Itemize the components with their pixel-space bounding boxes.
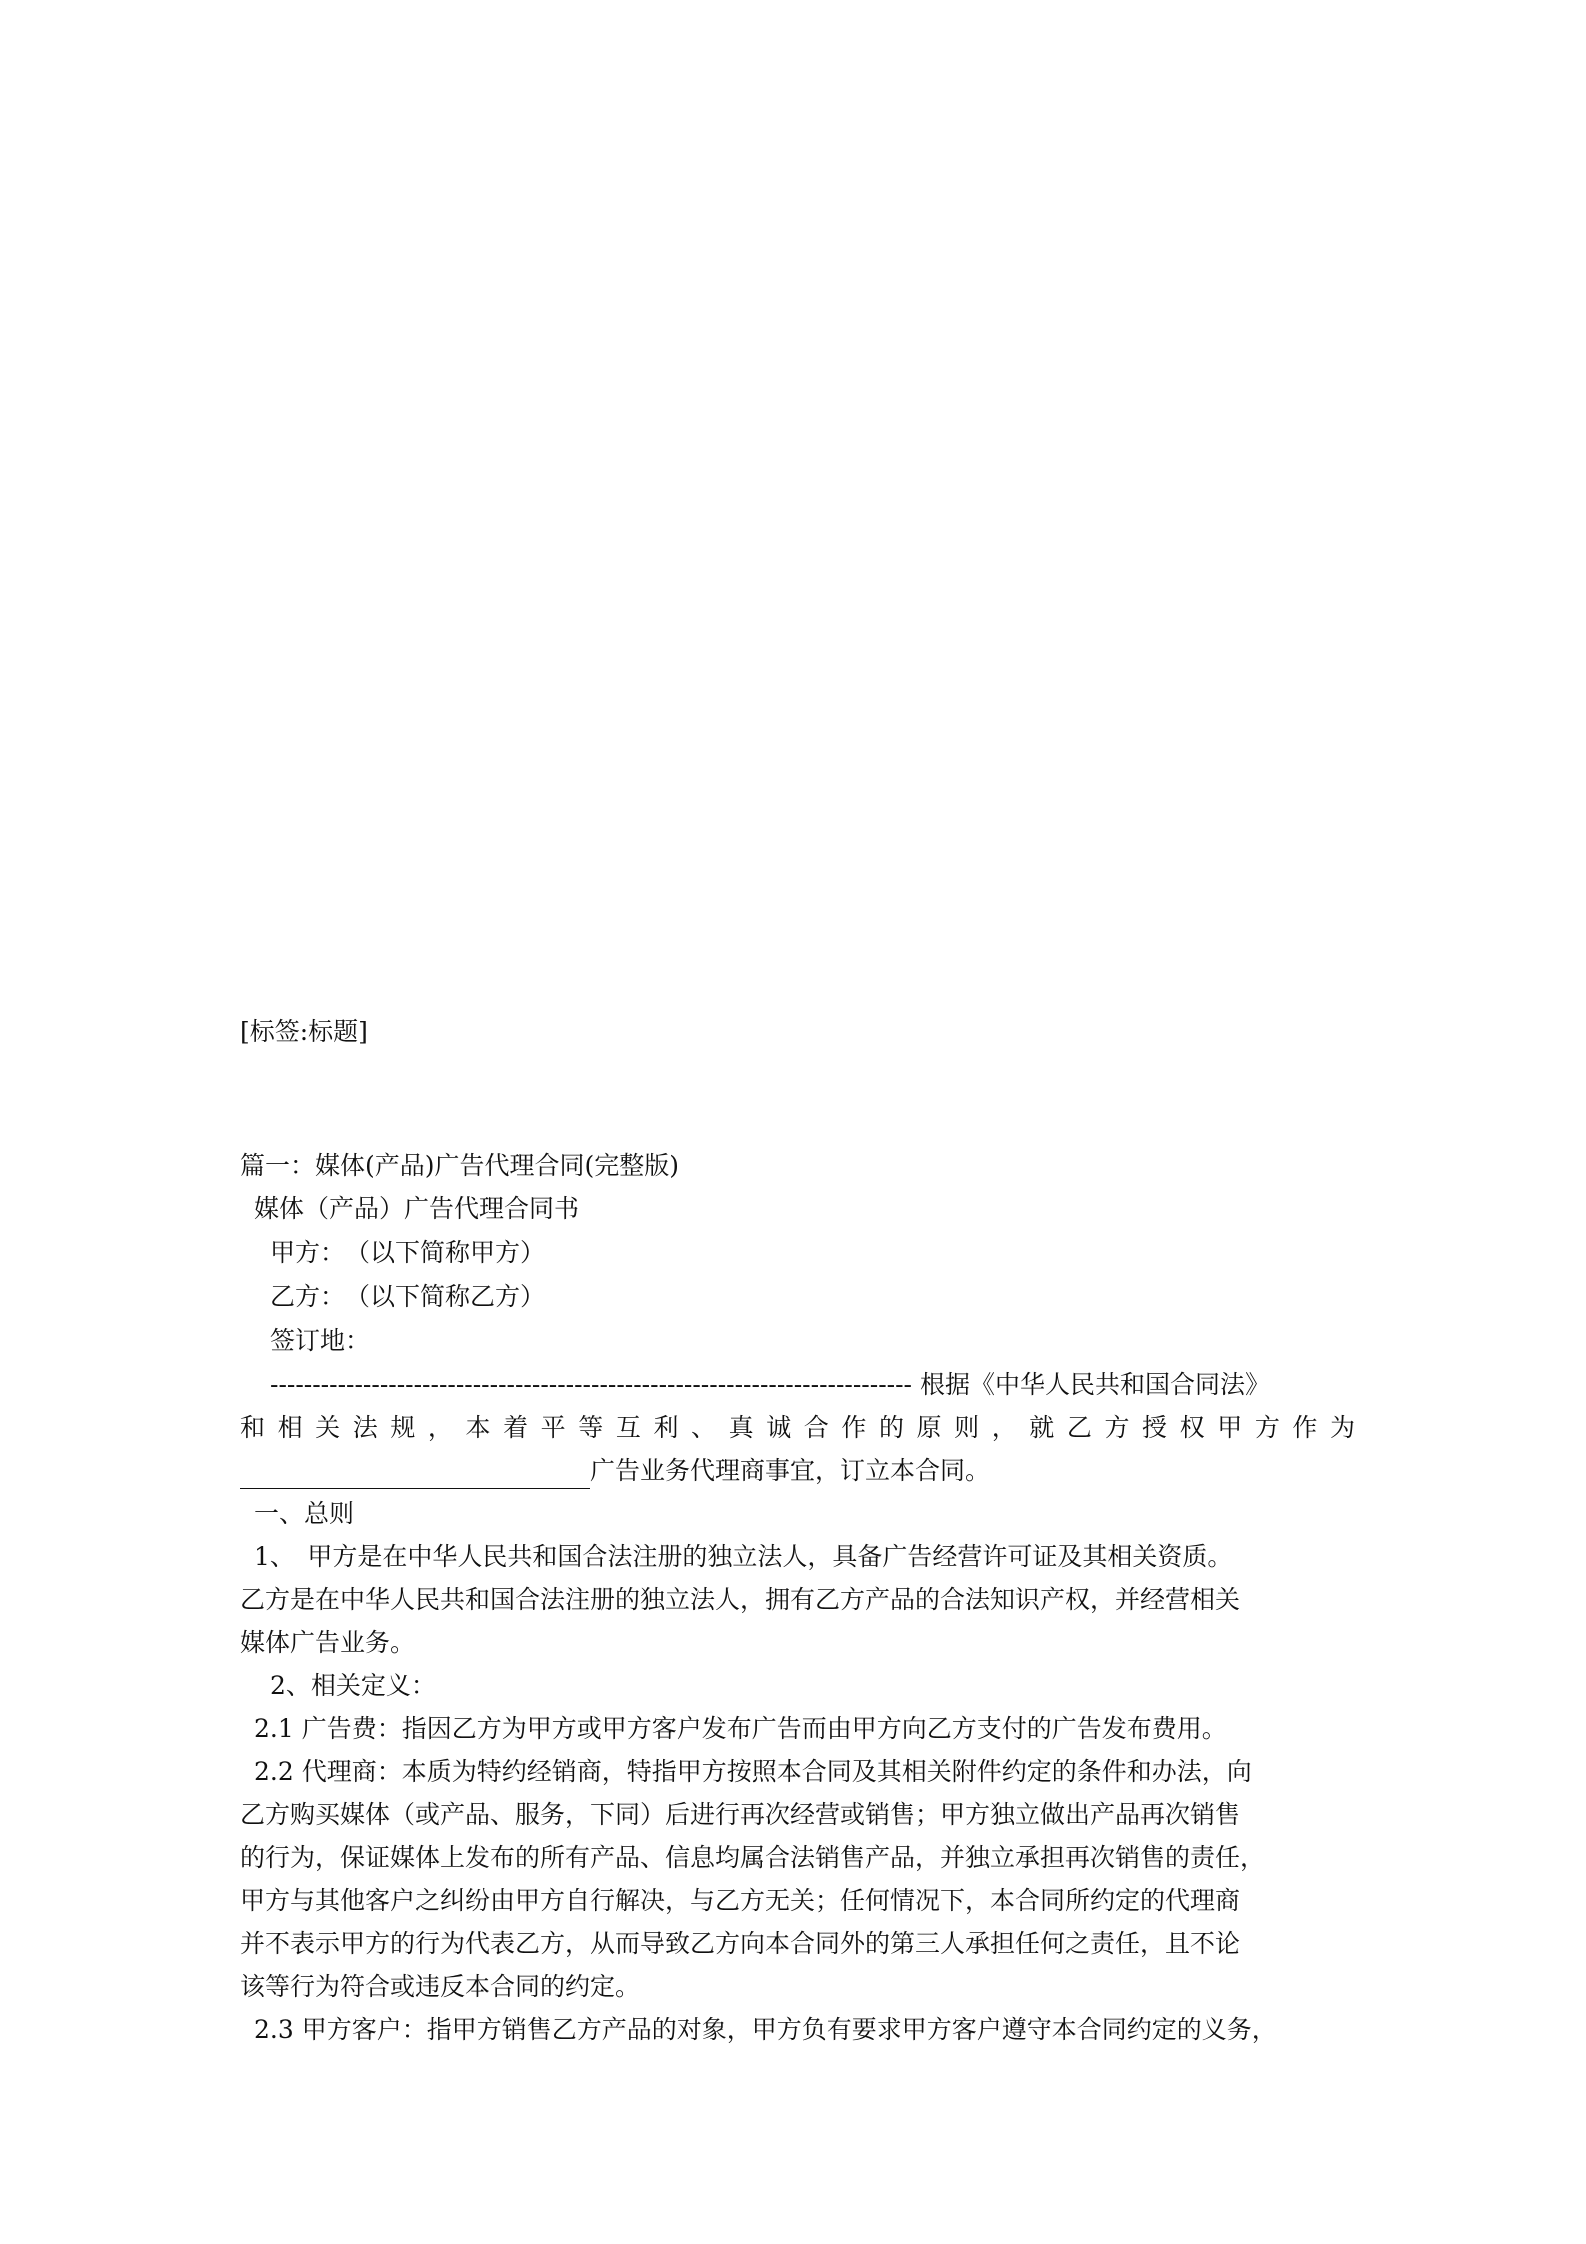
- preamble-text-3: 广告业务代理商事宜，订立本合同。: [590, 1456, 991, 1485]
- clause-2-2-line-3: 的行为，保证媒体上发布的所有产品、信息均属合法销售产品，并独立承担再次销售的责任，: [240, 1843, 1266, 1872]
- party-a: 甲方： （以下简称甲方）: [270, 1238, 546, 1267]
- clause-2-2-line-6: 该等行为符合或违反本合同的约定。: [240, 1972, 641, 2001]
- clause-2-1: 2.1 广告费：指因乙方为甲方或甲方客户发布广告而由甲方向乙方支付的广告发布费用。: [254, 1714, 1227, 1743]
- fill-in-blank: [240, 1462, 590, 1489]
- clause-2-2-line-2: 乙方购买媒体（或产品、服务，下同）后进行再次经营或销售；甲方独立做出产品再次销售: [240, 1800, 1241, 1829]
- signing-place: 签订地：: [270, 1326, 371, 1355]
- preamble-text-1: 根据《中华人民共和国合同法》: [919, 1370, 1270, 1399]
- clause-2-3-line-1: 2.3 甲方客户：指甲方销售乙方产品的对象，甲方负有要求甲方客户遵守本合同约定的义务，: [254, 2015, 1277, 2044]
- preamble-line-3: [240, 1453, 990, 1489]
- clause-1-line-2: 乙方是在中华人民共和国合法注册的独立法人，拥有乙方产品的合法知识产权，并经营相关: [240, 1585, 1241, 1614]
- tag-line: [标签:标题]: [240, 1017, 368, 1046]
- clause-2-title: 2、相关定义：: [270, 1671, 436, 1700]
- clause-1-line-1: 1、 甲方是在中华人民共和国合法注册的独立法人，具备广告经营许可证及其相关资质。: [254, 1542, 1233, 1571]
- clause-2-2-line-1: 2.2 代理商：本质为特约经销商，特指甲方按照本合同及其相关附件约定的条件和办法，向: [254, 1757, 1252, 1786]
- preamble-line-1: [270, 1367, 1270, 1403]
- clause-2-2-line-4: 甲方与其他客户之纠纷由甲方自行解决，与乙方无关；任何情况下，本合同所约定的代理商: [240, 1886, 1241, 1915]
- section-general: 一、总则: [254, 1499, 355, 1528]
- clause-1-line-3: 媒体广告业务。: [240, 1628, 416, 1657]
- clause-2-2-line-5: 并不表示甲方的行为代表乙方，从而导致乙方向本合同外的第三人承担任何之责任，且不论: [240, 1929, 1241, 1958]
- dash-separator: ----------------------------------------------------------------------------: [270, 1370, 912, 1399]
- preamble-line-2: 和相关法规，本着平等互利、真诚合作的原则，就乙方授权甲方作为: [240, 1413, 1355, 1442]
- party-b: 乙方： （以下简称乙方）: [270, 1282, 546, 1311]
- article-title: 篇一：媒体(产品)广告代理合同(完整版): [240, 1151, 680, 1180]
- contract-title: 媒体（产品）广告代理合同书: [254, 1194, 580, 1223]
